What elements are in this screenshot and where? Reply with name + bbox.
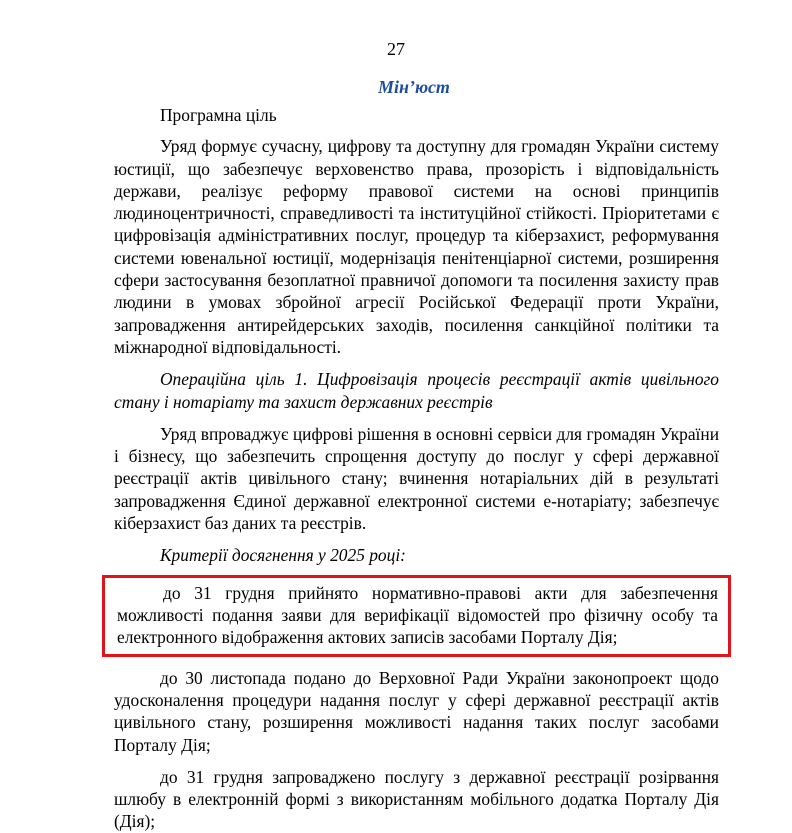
document-body (114, 104, 719, 833)
criteria-heading: Критерії досягнення у 2025 році: (160, 545, 406, 566)
criterion-item-3: до 31 грудня запроваджено послугу з державної реєстрації розірвання шлюбу в електронній формі з використанням мобільного додатка Порталу Дія (Дія); (114, 766, 719, 832)
ministry-title: Мін’юст (378, 77, 450, 97)
criterion-item-2: до 30 листопада подано до Верховної Ради України законопроект щодо удосконалення процедури надання послуг у сфері державної реєстрації актів цивільного стану, розширення можливості надання таких послуг засобами Порталу Дія; (114, 667, 719, 755)
program-goal-heading: Програмна ціль (160, 105, 277, 125)
criterion-item-1: до 31 грудня прийнято нормативно-правові акти для забезпечення можливості подання заяви для верифікації відомостей про фізичну особу та електронного відображення актових записів засобами Порталу Дія; (117, 582, 718, 647)
operational-goal-heading: Операційна ціль 1. Цифровізація процесів реєстрації актів цивільного стану і нотаріату та захист державних реєстрів (114, 369, 719, 412)
operational-goal-paragraph: Уряд впроваджує цифрові рішення в основні сервіси для громадян України і бізнесу, що забезпечить спрощення доступу до послуг у сфері державної реєстрації актів цивільного стану; вчинення нотаріальних дій в результаті запровадження Єдиної державної електронної системи е-нотаріату; забезпечує кіберзахист баз даних та реєстрів. (114, 423, 719, 534)
page-number: 27 (387, 39, 405, 59)
highlighted-criterion-box (102, 575, 731, 657)
program-goal-paragraph: Уряд формує сучасну, цифрову та доступну для громадян України систему юстиції, що забезпечує верховенство права, прозорість і відповідальність держави, реалізує реформу правової системи на основі принципів людиноцентричності, справедливості та інституційної стійкості. Пріоритетами є цифровізація адміністративних послуг, процедур та кіберзахист, реформування системи ювенальної юстиції, модернізація пенітенціарної системи, розширення сфери застосування безоплатної правничої допомоги та посилення захисту прав людини в умовах збройної агресії Російської Федерації проти України, запровадження антирейдерських заходів, посилення санкційної політики та міжнародної відповідальності. (114, 136, 719, 357)
